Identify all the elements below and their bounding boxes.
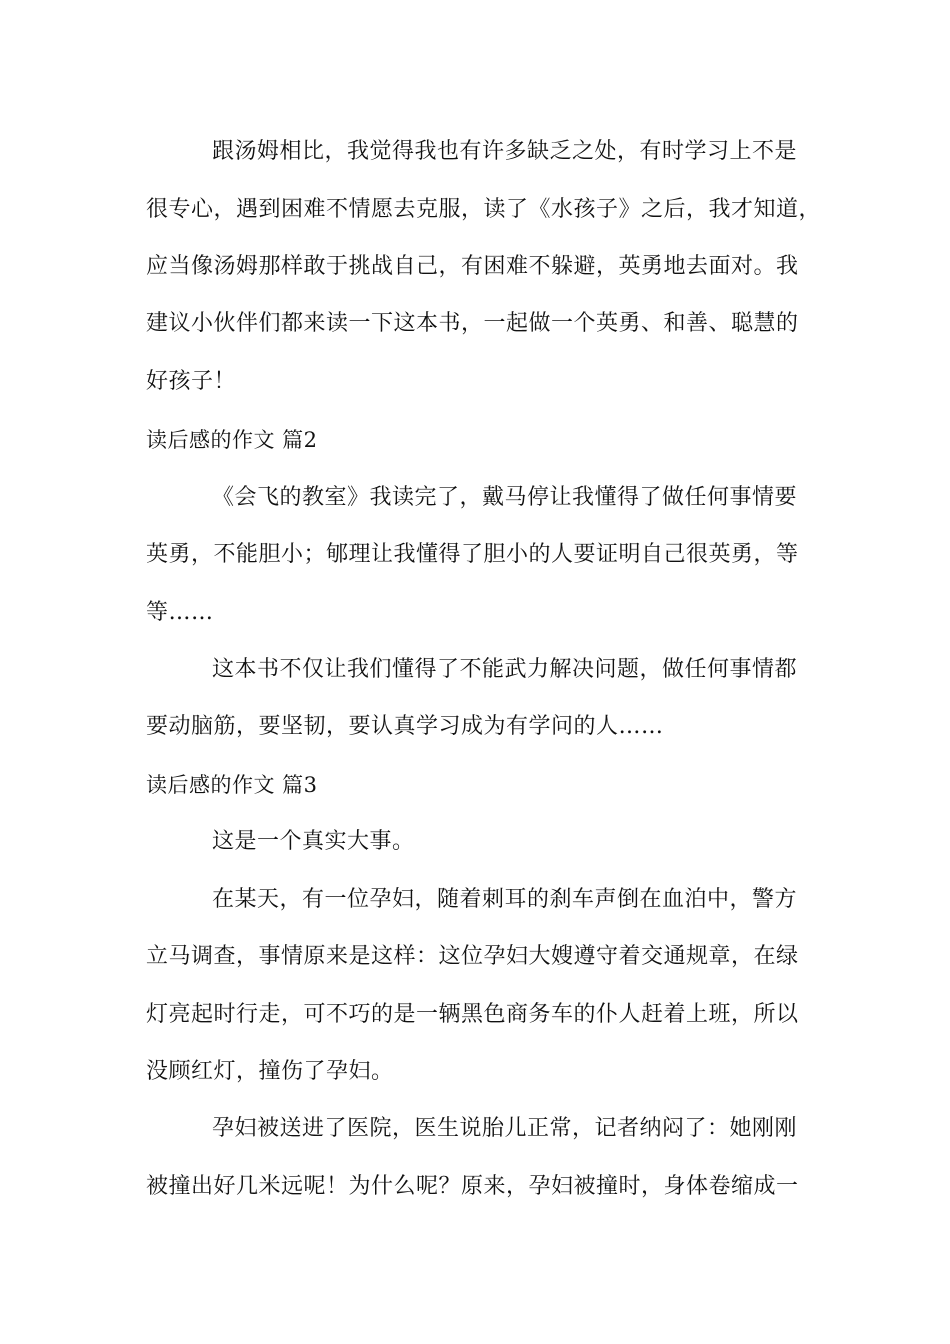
section-heading: 读后感的作文 篇3: [146, 773, 318, 797]
paragraph-line: 被撞出好几米远呢！为什么呢？原来，孕妇被撞时，身体卷缩成一: [146, 1174, 799, 1199]
paragraph-line: 这本书不仅让我们懂得了不能武力解决问题，做任何事情都: [212, 657, 798, 682]
paragraph-line: 要动脑筋，要坚韧，要认真学习成为有学问的人……: [146, 714, 664, 739]
section-heading: 读后感的作文 篇2: [146, 428, 318, 452]
paragraph-line: 很专心，遇到困难不情愿去克服，读了《水孩子》之后，我才知道，: [146, 197, 822, 222]
paragraph-line: 在某天，有一位孕妇，随着刺耳的刹车声倒在血泊中，警方: [212, 887, 798, 912]
paragraph-line: 等……: [146, 600, 214, 625]
paragraph-line: 孕妇被送进了医院，医生说胎儿正常，记者纳闷了：她刚刚: [212, 1116, 798, 1141]
paragraph-line: 这是一个真实大事。: [212, 829, 415, 854]
paragraph-line: 跟汤姆相比，我觉得我也有许多缺乏之处，有时学习上不是: [212, 139, 798, 164]
paragraph-line: 立马调查，事情原来是这样：这位孕妇大嫂遵守着交通规章，在绿: [146, 944, 799, 969]
paragraph-line: 建议小伙伴们都来读一下这本书，一起做一个英勇、和善、聪慧的: [146, 311, 799, 336]
paragraph-line: 好孩子！: [146, 369, 237, 394]
paragraph-line: 英勇，不能胆小；郇理让我懂得了胆小的人要证明自己很英勇，等: [146, 542, 799, 567]
paragraph-line: 灯亮起时行走，可不巧的是一辆黑色商务车的仆人赶着上班，所以: [146, 1002, 799, 1027]
paragraph-line: 《会飞的教室》我读完了，戴马停让我懂得了做任何事情要: [212, 485, 798, 510]
paragraph-line: 没顾红灯，撞伤了孕妇。: [146, 1059, 394, 1084]
paragraph-line: 应当像汤姆那样敢于挑战自己，有困难不躲避，英勇地去面对。我: [146, 254, 799, 279]
